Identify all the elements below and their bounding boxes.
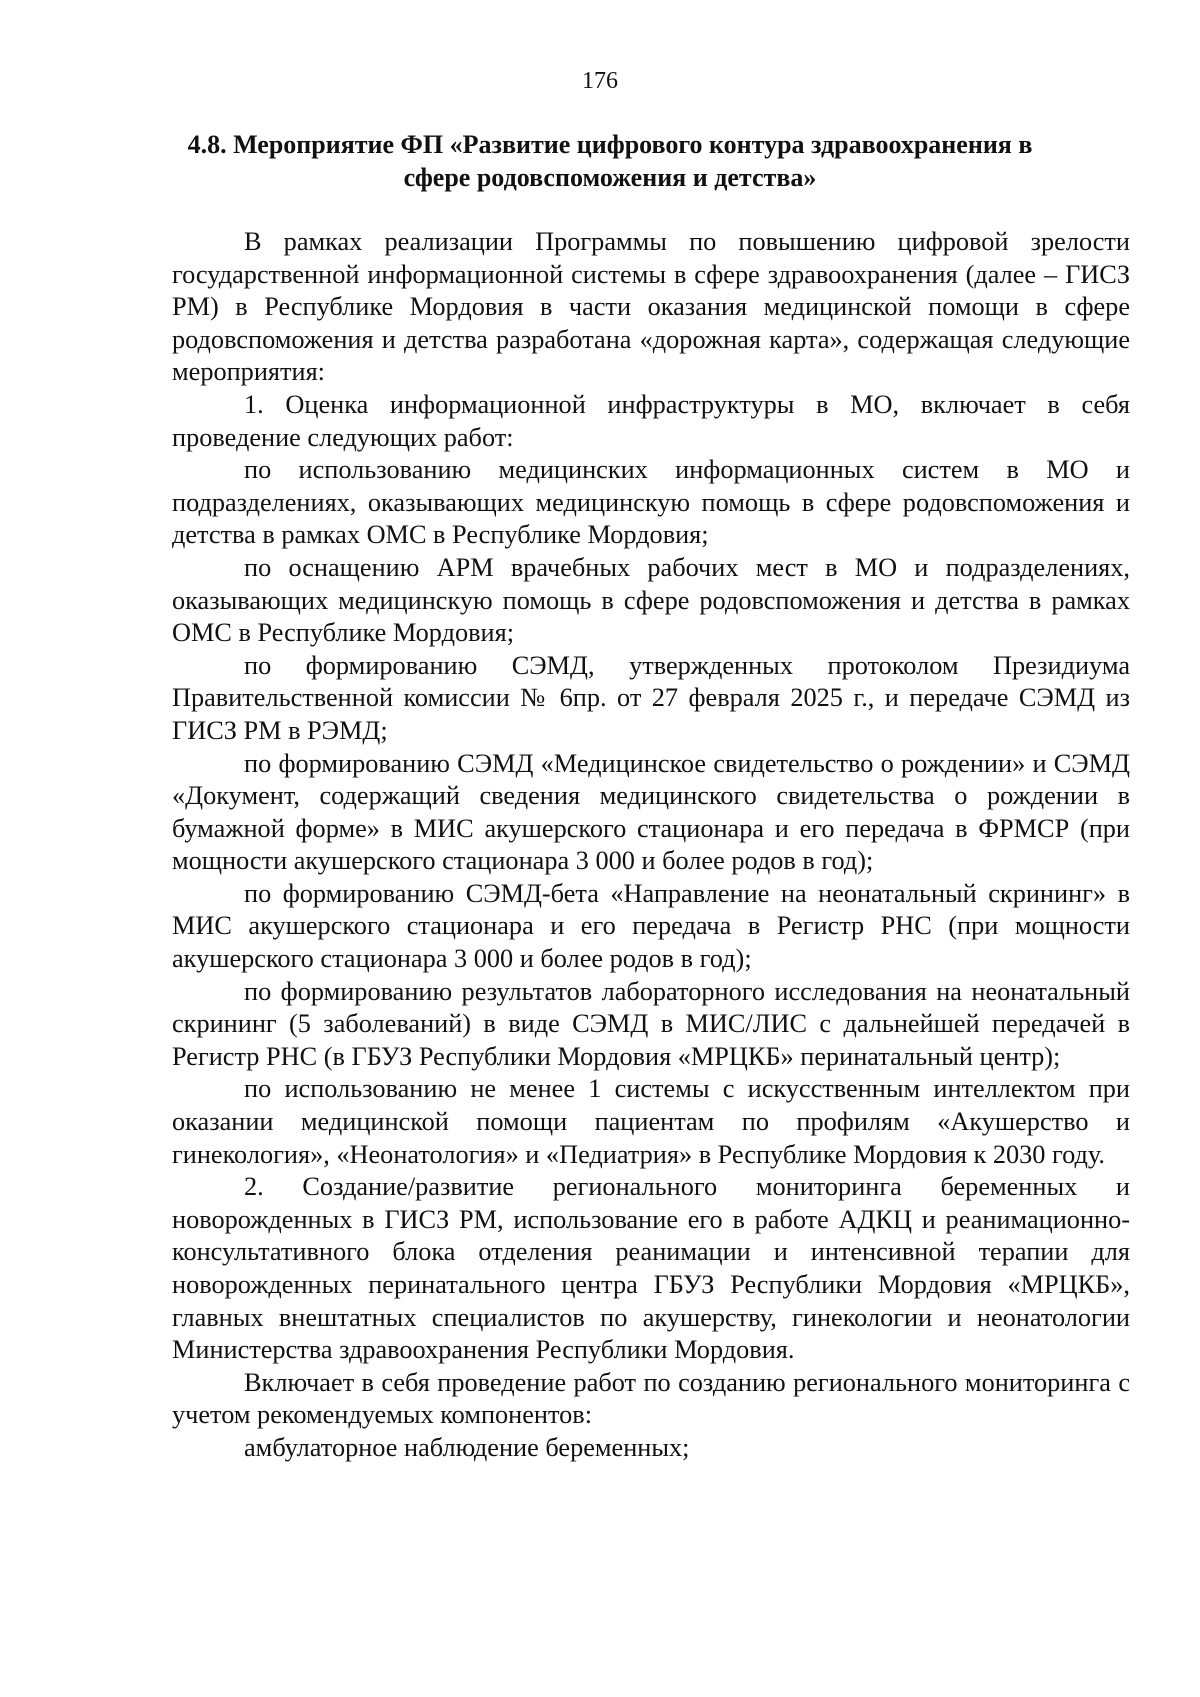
paragraph-lab-results: по формированию результатов лабораторного исследования на неонатальный скрининг (5 заболеваний) в виде СЭМД в МИС/ЛИС с дальнейшей передачей в Регистр РНС (в ГБУЗ Республики Мордовия «МРЦКБ» перинатальный центр);	[172, 976, 1130, 1071]
paragraph-semd-forming: по формированию СЭМД, утвержденных протоколом Президиума Правительственной комиссии № 6пр. от 27 февраля 2025 г., и передаче СЭМД из ГИСЗ РМ в РЭМД;	[172, 650, 1130, 745]
paragraph-outpatient: амбулаторное наблюдение беременных;	[244, 1432, 690, 1462]
paragraph-mis-usage: по использованию медицинских информационных систем в МО и подразделениях, оказывающих медицинскую помощь в сфере родовспоможения и детства в рамках ОМС в Республике Мордовия;	[172, 455, 1130, 550]
body-text	[172, 226, 1130, 1465]
paragraph-screening-referral: по формированию СЭМД-бета «Направление на неонатальный скрининг» в МИС акушерского стационара и его передача в Регистр РНС (при мощности акушерского стационара 3 000 и более родов в год);	[172, 878, 1130, 974]
paragraph-item-2: 2. Создание/развитие регионального мониторинга беременных и новорожденных в ГИСЗ РМ, использование его в работе АДКЦ и реанимационно-консультативного блока отделения реанимации и интенсивной терапии для новорожденных перинатального центра ГБУЗ Республики Мордовия «МРЦКБ», главных внештатных специалистов по акушерству, гинекологии и неонатологии Министерства здравоохранения Республики Мордовия.	[172, 1172, 1130, 1365]
paragraph-intro: В рамках реализации Программы по повышению цифровой зрелости государственной информационной системы в сфере здравоохранения (далее – ГИСЗ РМ) в Республике Мордовия в части оказания медицинской помощи в сфере родовспоможения и детства разработана «дорожная карта», содержащая следующие мероприятия:	[172, 227, 1130, 387]
paragraph-ai-systems: по использованию не менее 1 системы с искусственным интеллектом при оказании медицинской помощи пациентам по профилям «Акушерство и гинекология», «Неонатология» и «Педиатрия» в Республике Мордовия к 2030 году.	[172, 1074, 1130, 1169]
paragraph-monitoring-works: Включает в себя проведение работ по созданию регионального мониторинга с учетом рекомендуемых компонентов:	[172, 1367, 1130, 1430]
paragraph-birth-certificate: по формированию СЭМД «Медицинское свидетельство о рождении» и СЭМД «Документ, содержащий сведения медицинского свидетельства о рождении в бумажной форме» в МИС акушерского стационара и его передача в ФРМСР (при мощности акушерского стационара 3 000 и более родов в год);	[172, 748, 1130, 876]
page-number: 176	[582, 68, 618, 94]
section-title: 4.8. Мероприятие ФП «Развитие цифрового контура здравоохранения в сфере родовспоможения и детства»	[187, 130, 1033, 192]
paragraph-arm-equipment: по оснащению АРМ врачебных рабочих мест в МО и подразделениях, оказывающих медицинскую помощь в сфере родовспоможения и детства в рамках ОМС в Республике Мордовия;	[172, 552, 1130, 648]
paragraph-item-1: 1. Оценка информационной инфраструктуры в МО, включает в себя проведение следующих работ:	[172, 389, 1130, 452]
